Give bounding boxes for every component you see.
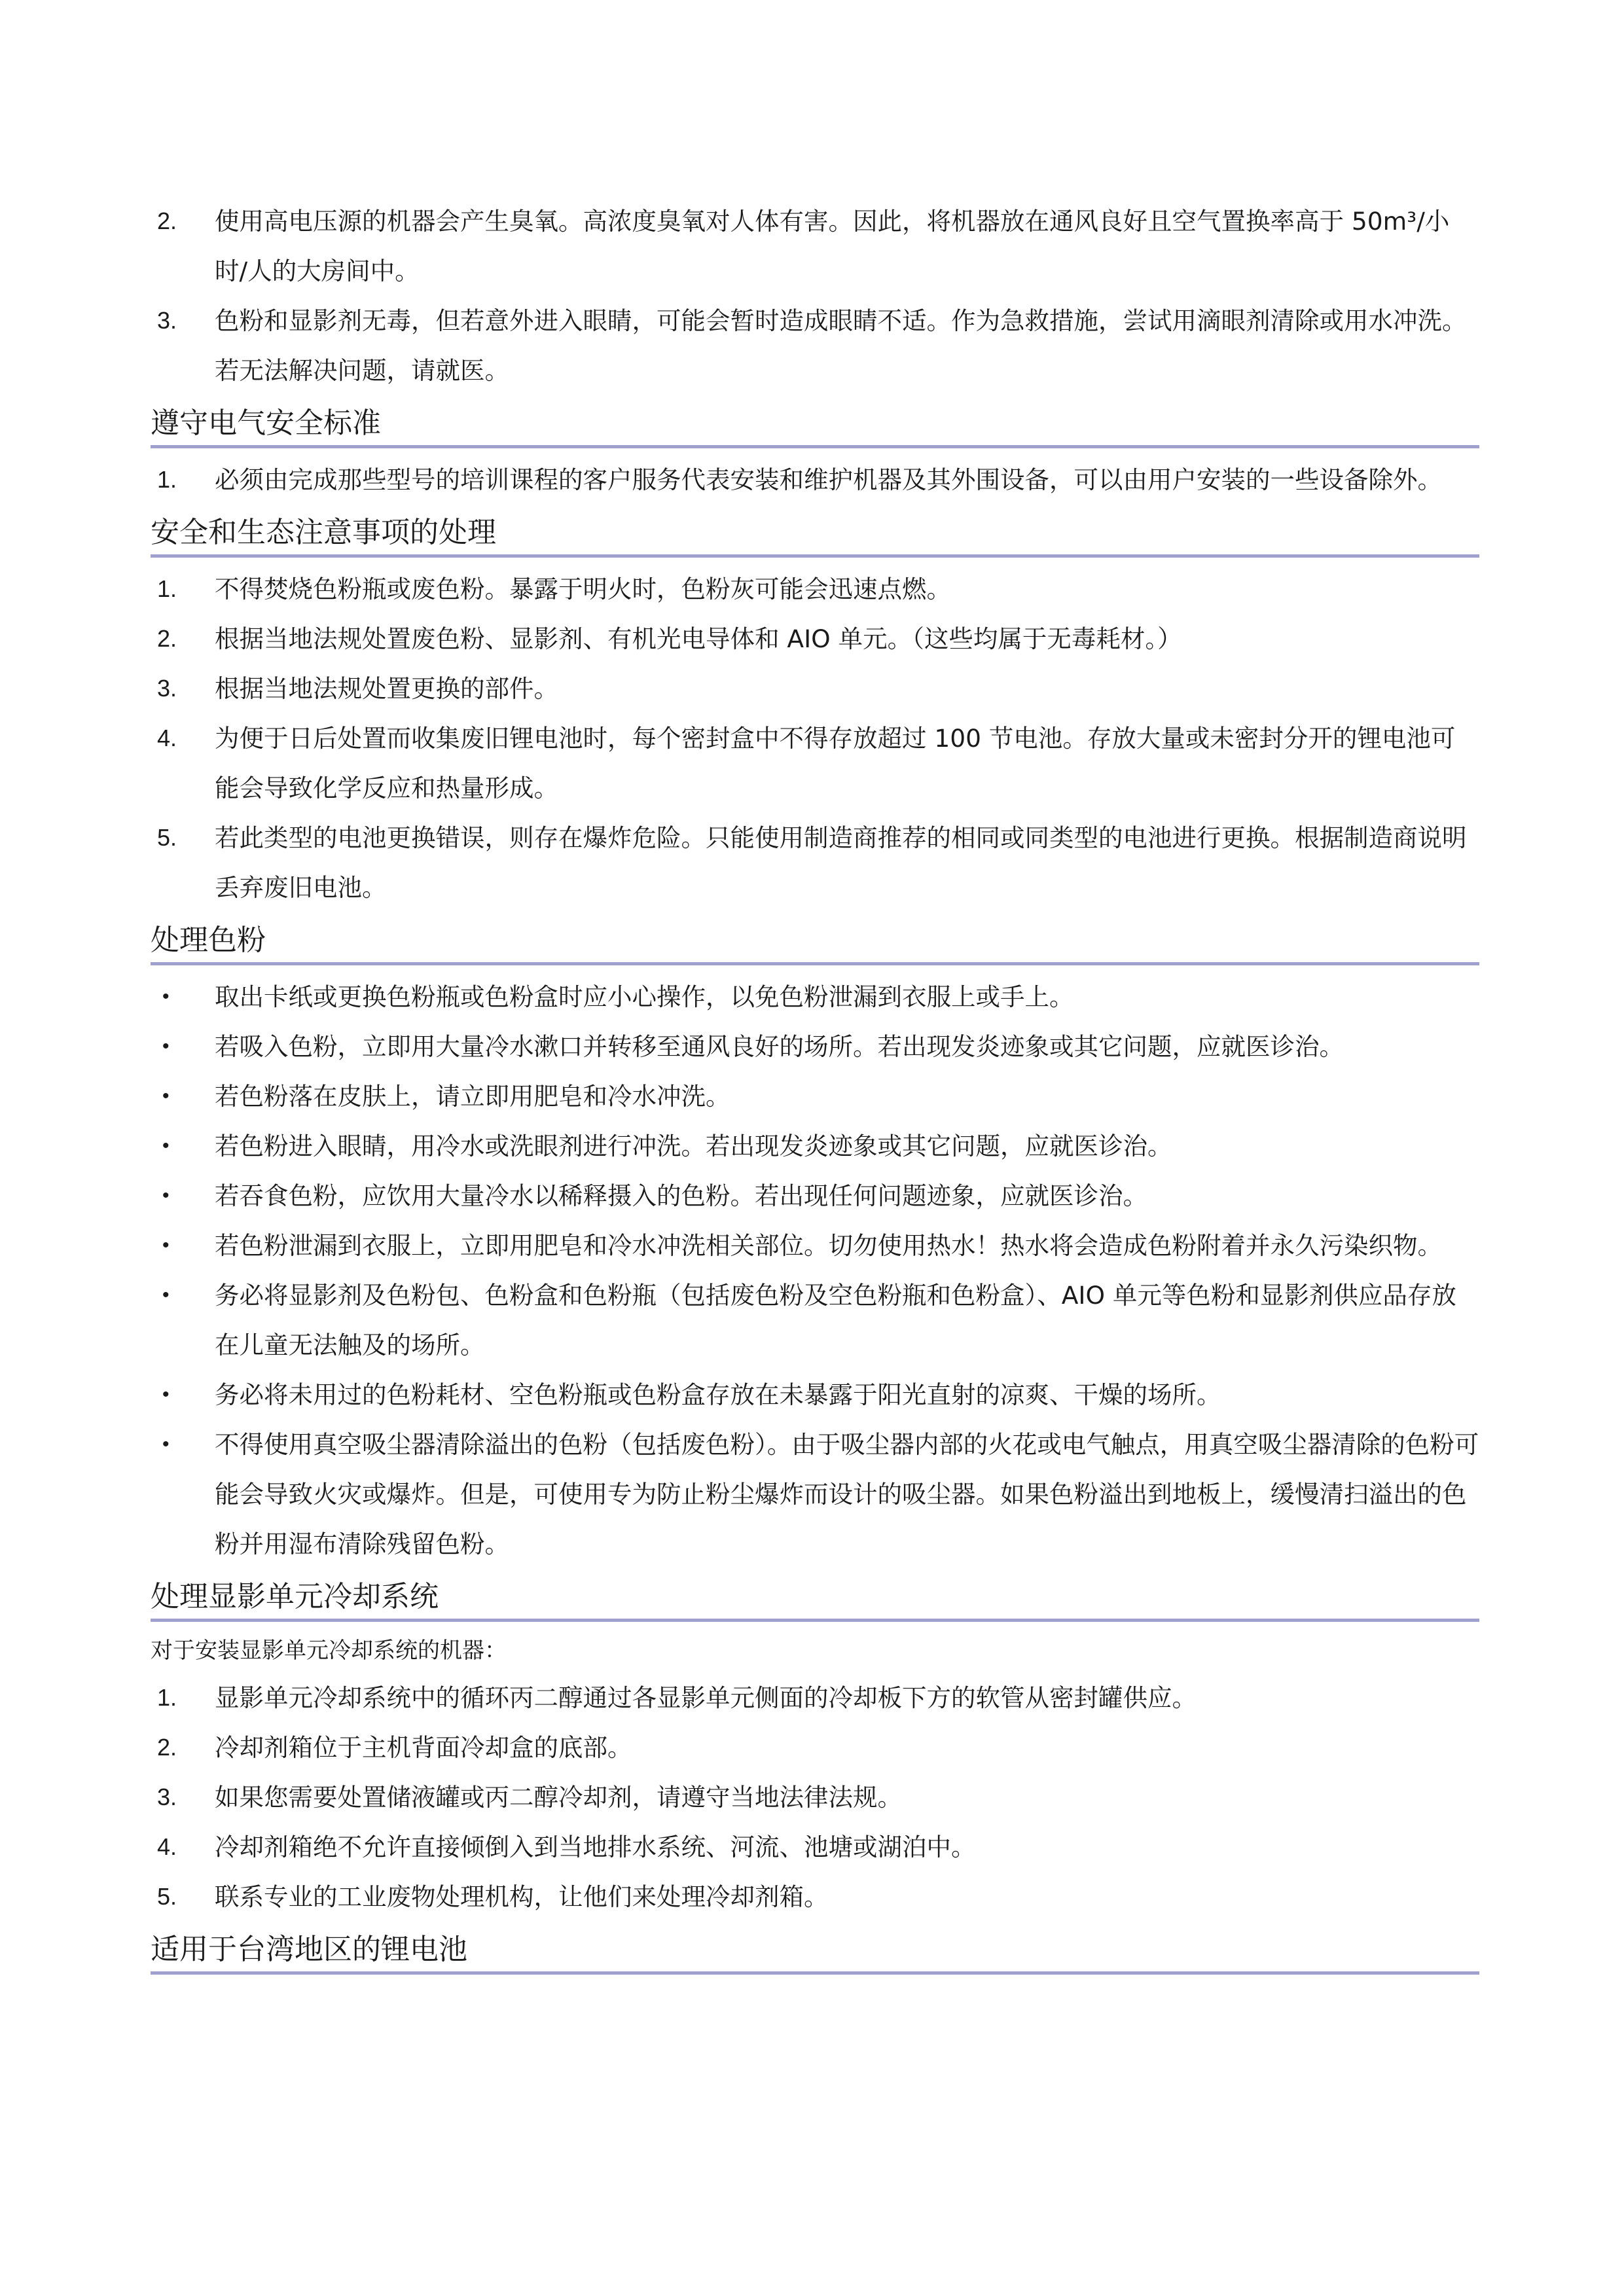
item-text: 不得使用真空吸尘器清除溢出的色粉（包括废色粉）。由于吸尘器内部的火花或电气触点，用真空吸尘器清除的色粉可能会导致火灾或爆炸。但是，可使用专为防止粉尘爆炸而设计的吸尘器。如果色粉溢出到地板上，缓慢清扫溢出的色粉并用湿布清除残留色粉。 (215, 1430, 1479, 1558)
bullet-item (151, 1171, 1479, 1221)
numbered-item (151, 1723, 1479, 1772)
item-number: 1. (157, 1684, 177, 1711)
item-number: 1. (157, 466, 177, 493)
section-heading: 遵守电气安全标准 (151, 395, 1479, 448)
bullet-item (151, 1370, 1479, 1420)
numbered-item (151, 455, 1479, 505)
item-number: 1. (157, 575, 177, 602)
numbered-item (151, 813, 1479, 912)
item-number: 3. (157, 307, 177, 334)
item-number: 2. (157, 207, 177, 234)
item-text: 冷却剂箱位于主机背面冷却盒的底部。 (215, 1733, 632, 1762)
item-text: 必须由完成那些型号的培训课程的客户服务代表安装和维护机器及其外围设备，可以由用户安装的一些设备除外。 (215, 465, 1442, 494)
section-heading: 处理色粉 (151, 912, 1479, 965)
item-number: 2. (157, 1734, 177, 1761)
item-number: 3. (157, 675, 177, 702)
section-heading: 处理显影单元冷却系统 (151, 1569, 1479, 1622)
item-number: 5. (157, 824, 177, 851)
item-text: 联系专业的工业废物处理机构，让他们来处理冷却剂箱。 (215, 1882, 829, 1911)
item-text: 如果您需要处置储液罐或丙二醇冷却剂，请遵守当地法律法规。 (215, 1783, 902, 1812)
bullet-item (151, 1121, 1479, 1171)
item-text: 若色粉落在皮肤上，请立即用肥皂和冷水冲洗。 (215, 1082, 731, 1111)
numbered-item (151, 1772, 1479, 1822)
numbered-item (151, 1822, 1479, 1872)
item-number: 3. (157, 1784, 177, 1810)
bullet-item (151, 972, 1479, 1022)
bullet-marker: • (162, 986, 170, 1007)
bullet-item (151, 1420, 1479, 1569)
item-text: 若吞食色粉，应饮用大量冷水以稀释摄入的色粉。若出现任何问题迹象，应就医诊治。 (215, 1181, 1147, 1210)
item-number: 4. (157, 1833, 177, 1860)
item-text: 使用高电压源的机器会产生臭氧。高浓度臭氧对人体有害。因此，将机器放在通风良好且空气置换率高于 50m³/小时/人的大房间中。 (215, 207, 1450, 285)
numbered-item (151, 1673, 1479, 1723)
numbered-item (151, 196, 1479, 296)
bullet-marker: • (162, 1284, 170, 1306)
item-text: 根据当地法规处置废色粉、显影剂、有机光电导体和 AIO 单元。（这些均属于无毒耗材。） (215, 624, 1182, 653)
bullet-marker: • (162, 1135, 170, 1157)
section-heading: 安全和生态注意事项的处理 (151, 505, 1479, 558)
section-intro: 对于安装显影单元冷却系统的机器： (151, 1638, 507, 1664)
bullet-item (151, 1022, 1479, 1071)
item-text: 显影单元冷却系统中的循环丙二醇通过各显影单元侧面的冷却板下方的软管从密封罐供应。 (215, 1683, 1197, 1712)
item-text: 根据当地法规处置更换的部件。 (215, 674, 558, 703)
item-text: 色粉和显影剂无毒，但若意外进入眼睛，可能会暂时造成眼睛不适。作为急救措施，尝试用滴眼剂清除或用水冲洗。若无法解决问题，请就医。 (215, 306, 1467, 385)
item-number: 4. (157, 725, 177, 751)
bullet-marker: • (162, 1035, 170, 1057)
numbered-item (151, 614, 1479, 664)
item-number: 2. (157, 625, 177, 652)
item-text: 若此类型的电池更换错误，则存在爆炸危险。只能使用制造商推荐的相同或同类型的电池进行更换。根据制造商说明丢弃废旧电池。 (215, 823, 1467, 902)
bullet-marker: • (162, 1433, 170, 1455)
bullet-item (151, 1270, 1479, 1370)
document-body (151, 196, 1479, 1981)
item-text: 不得焚烧色粉瓶或废色粉。暴露于明火时，色粉灰可能会迅速点燃。 (215, 575, 951, 603)
section-heading: 适用于台湾地区的锂电池 (151, 1922, 1479, 1975)
item-text: 务必将未用过的色粉耗材、空色粉瓶或色粉盒存放在未暴露于阳光直射的凉爽、干燥的场所。 (215, 1380, 1221, 1409)
item-text: 务必将显影剂及色粉包、色粉盒和色粉瓶（包括废色粉及空色粉瓶和色粉盒）、AIO 单元等色粉和显影剂供应品存放在儿童无法触及的场所。 (215, 1281, 1456, 1359)
item-number: 5. (157, 1883, 177, 1910)
item-text: 为便于日后处置而收集废旧锂电池时，每个密封盒中不得存放超过 100 节电池。存放大量或未密封分开的锂电池可能会导致化学反应和热量形成。 (215, 724, 1456, 802)
item-text: 冷却剂箱绝不允许直接倾倒入到当地排水系统、河流、池塘或湖泊中。 (215, 1833, 976, 1861)
item-text: 取出卡纸或更换色粉瓶或色粉盒时应小心操作，以免色粉泄漏到衣服上或手上。 (215, 982, 1074, 1011)
item-text: 若吸入色粉，立即用大量冷水漱口并转移至通风良好的场所。若出现发炎迹象或其它问题，应就医诊治。 (215, 1032, 1344, 1061)
numbered-item (151, 564, 1479, 614)
item-text: 若色粉泄漏到衣服上，立即用肥皂和冷水冲洗相关部位。切勿使用热水！热水将会造成色粉附着并永久污染织物。 (215, 1231, 1442, 1260)
numbered-item (151, 1872, 1479, 1922)
bullet-marker: • (162, 1384, 170, 1405)
bullet-item (151, 1071, 1479, 1121)
bullet-marker: • (162, 1234, 170, 1256)
numbered-item (151, 713, 1479, 813)
bullet-marker: • (162, 1085, 170, 1107)
numbered-item (151, 296, 1479, 395)
bullet-item (151, 1221, 1479, 1270)
numbered-item (151, 664, 1479, 713)
bullet-marker: • (162, 1185, 170, 1206)
item-text: 若色粉进入眼睛，用冷水或洗眼剂进行冲洗。若出现发炎迹象或其它问题，应就医诊治。 (215, 1132, 1172, 1160)
